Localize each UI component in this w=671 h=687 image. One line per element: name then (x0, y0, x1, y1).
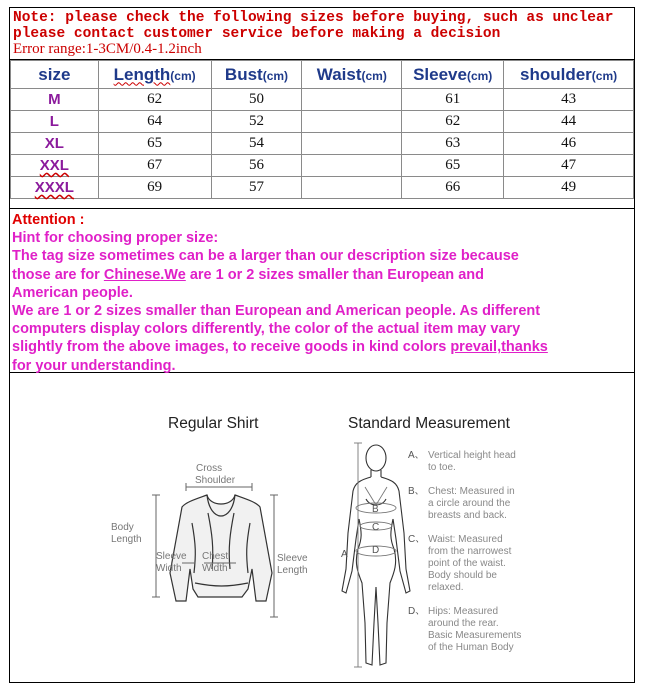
attention-p1a: The tag size sometimes can be a larger than our description size because (12, 248, 519, 265)
legend-b-line-1: Chest: Measured in (428, 486, 515, 497)
attention-p2d: for your understanding. (12, 357, 176, 374)
attention-box (10, 208, 634, 373)
header-sleeve: Sleeve(cm) (402, 61, 504, 89)
size-cell: XXXL (11, 177, 99, 199)
size-cell: XL (11, 133, 99, 155)
attention-p1b: those are for Chinese.We are 1 or 2 sizes smaller than European and (12, 266, 484, 283)
sleeve-length-label-2: Length (277, 565, 308, 576)
table-cell (302, 111, 402, 133)
figure-mark-c: C (372, 522, 380, 533)
attention-p2a: We are 1 or 2 sizes smaller than European and American people. As different (12, 303, 541, 320)
header-shoulder: shoulder(cm) (504, 61, 634, 89)
table-cell: 43 (504, 89, 634, 111)
table-row (11, 155, 634, 177)
table-cell: 57 (211, 177, 302, 199)
table-cell: 54 (211, 133, 302, 155)
header-bust: Bust(cm) (211, 61, 302, 89)
legend-c-key: C、 (408, 534, 426, 545)
table-cell (302, 89, 402, 111)
table-cell: 47 (504, 155, 634, 177)
cross-shoulder-label-1: Cross (196, 463, 223, 474)
size-cell: M (11, 89, 99, 111)
table-cell: 67 (98, 155, 211, 177)
table-cell (302, 155, 402, 177)
legend-a-key: A、 (408, 450, 425, 461)
table-cell: 62 (402, 111, 504, 133)
table-cell: 62 (98, 89, 211, 111)
attention-p2c: slightly from the above images, to receive goods in kind colors prevail,thanks (12, 339, 548, 356)
chest-width-label-1: Chest (202, 551, 229, 562)
table-row (11, 177, 634, 199)
header-waist: Waist(cm) (302, 61, 402, 89)
cross-shoulder-label-2: Shoulder (195, 475, 236, 486)
table-header-row (11, 61, 634, 89)
table-cell: 65 (402, 155, 504, 177)
table-cell: 52 (211, 111, 302, 133)
table-cell: 56 (211, 155, 302, 177)
size-cell: XXL (11, 155, 99, 177)
table-cell: 69 (98, 177, 211, 199)
legend-a-line-2: to toe. (428, 462, 456, 473)
shirt-title: Regular Shirt (168, 415, 259, 432)
chest-width-label-2: Width (202, 563, 228, 574)
table-cell: 44 (504, 111, 634, 133)
attention-hint: Hint for choosing proper size: (12, 230, 219, 247)
figure-mark-b: B (372, 504, 379, 515)
legend-d-line-3: Basic Measurements (428, 630, 522, 641)
notice-box (10, 8, 634, 60)
attention-title: Attention : (12, 212, 85, 228)
notice-line-2: please contact customer service before making a decision (13, 25, 501, 42)
table-cell: 63 (402, 133, 504, 155)
table-cell: 50 (211, 89, 302, 111)
body-length-label-1: Body (111, 522, 134, 533)
table-row (11, 89, 634, 111)
table-cell: 65 (98, 133, 211, 155)
sleeve-width-label-1: Sleeve (156, 551, 187, 562)
table-cell: 66 (402, 177, 504, 199)
measurement-title: Standard Measurement (348, 415, 510, 432)
legend-b-key: B、 (408, 486, 425, 497)
legend-c-line-5: relaxed. (428, 582, 464, 593)
attention-p2b: computers display colors differently, the color of the actual item may vary (12, 321, 521, 338)
legend-c-line-4: Body should be (428, 570, 497, 581)
shirt-illustration (170, 495, 272, 601)
header-length: Length(cm) (98, 61, 211, 89)
legend-b-line-2: a circle around the (428, 498, 511, 509)
size-chart-panel (9, 7, 635, 683)
header-size: size (11, 61, 99, 89)
table-cell: 46 (504, 133, 634, 155)
body-length-label-2: Length (111, 534, 142, 545)
table-cell (302, 177, 402, 199)
table-cell: 64 (98, 111, 211, 133)
table-cell: 49 (504, 177, 634, 199)
table-cell: 61 (402, 89, 504, 111)
legend-a-line-1: Vertical height head (428, 450, 516, 461)
sleeve-width-label-2: Width (156, 563, 182, 574)
table-row (11, 133, 634, 155)
measurement-legend (408, 450, 521, 653)
legend-d-key: D、 (408, 606, 426, 617)
figure-mark-a: A (341, 549, 348, 560)
measurement-diagram (10, 373, 634, 681)
legend-d-line-4: of the Human Body (428, 642, 514, 653)
attention-p1c: American people. (12, 284, 133, 301)
legend-c-line-3: point of the waist. (428, 558, 506, 569)
size-cell: L (11, 111, 99, 133)
size-table (10, 60, 634, 199)
notice-line-1: Note: please check the following sizes before buying, such as unclear (13, 10, 614, 26)
legend-d-line-1: Hips: Measured (428, 606, 499, 617)
notice-line-3: Error range:1-3CM/0.4-1.2inch (13, 41, 202, 57)
legend-c-line-2: from the narrowest (428, 546, 512, 557)
table-cell (302, 133, 402, 155)
legend-b-line-3: breasts and back. (428, 510, 507, 521)
figure-mark-d: D (372, 545, 380, 556)
table-row (11, 111, 634, 133)
legend-c-line-1: Waist: Measured (428, 534, 503, 545)
sleeve-length-label-1: Sleeve (277, 553, 308, 564)
legend-d-line-2: around the rear. (428, 618, 499, 629)
